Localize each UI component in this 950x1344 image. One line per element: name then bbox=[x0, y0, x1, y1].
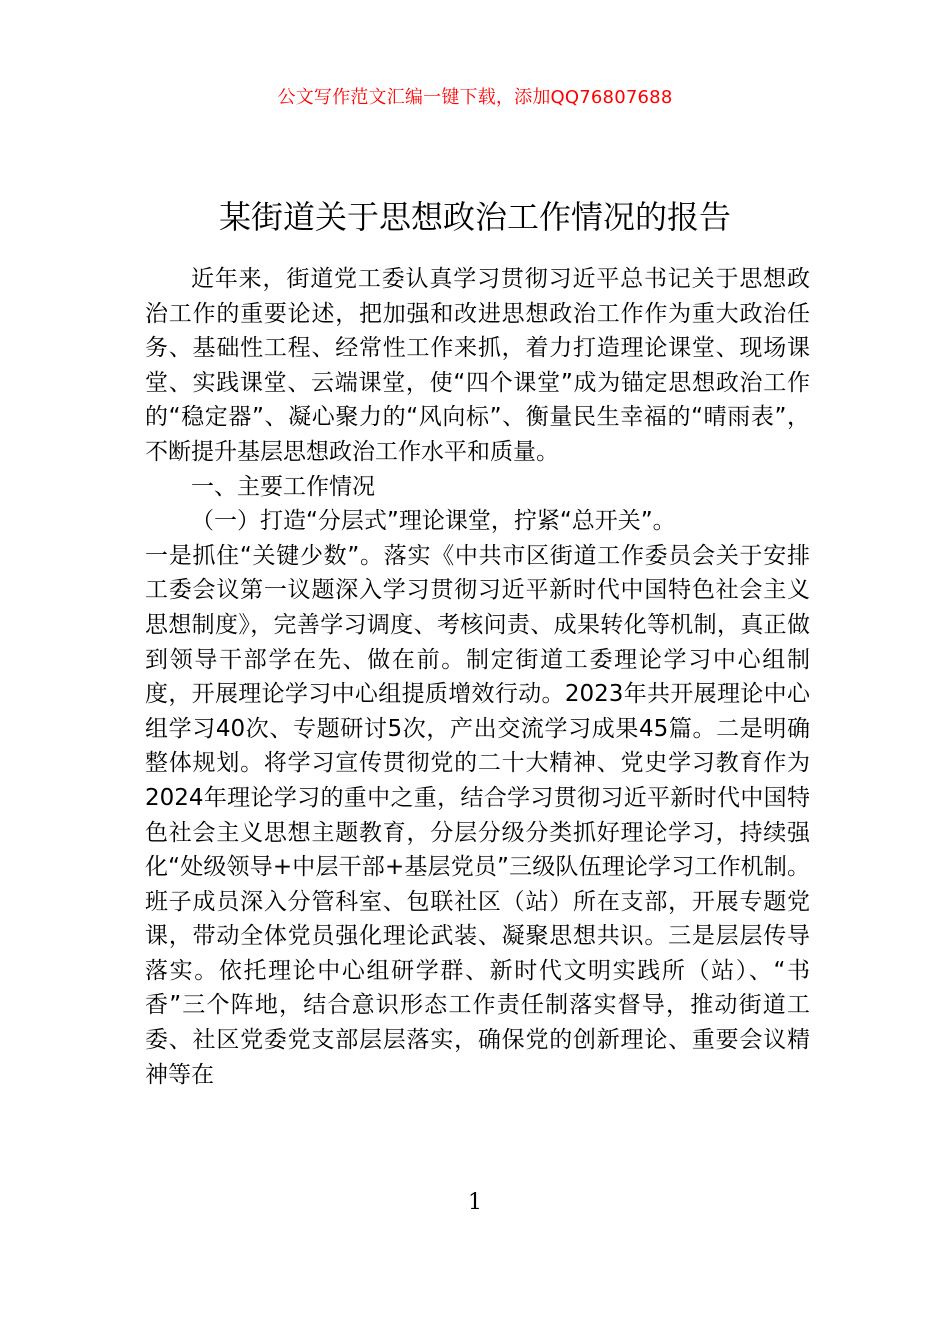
intro-paragraph: 近年来，街道党工委认真学习贯彻习近平总书记关于思想政治工作的重要论述，把加强和改进思想政治工作作为重大政治任务、基础性工程、经常性工作来抓，着力打造理论课堂、现场课堂、实践课堂、云端课堂，使“四个课堂”成为锚定思想政治工作的“稳定器”、凝心聚力的“风向标”、衡量民生幸福的“晴雨表”，不断提升基层思想政治工作水平和质量。 bbox=[145, 266, 810, 465]
section-heading: 一、主要工作情况 bbox=[191, 473, 375, 500]
body-paragraph: 一是抓住“关键少数”。落实《中共市区街道工作委员会关于安排工委会议第一议题深入学习贯彻习近平新时代中国特色社会主义思想制度》，完善学习调度、考核问责、成果转化等机制，真正做到领导干部学在先、做在前。制定街道工委理论学习中心组制度，开展理论学习中心组提质增效行动。2023年共开展理论中心组学习40次、专题研讨5次，产出交流学习成果45篇。二是明确整体规划。将学习宣传贯彻党的二十大精神、党史学习教育作为2024年理论学习的重中之重，结合学习贯彻习近平新时代中国特色社会主义思想主题教育，分层分级分类抓好理论学习，持续强化“处级领导+中层干部+基层党员”三级队伍理论学习工作机制。班子成员深入分管科室、包联社区（站）所在支部，开展专题党课，带动全体党员强化理论武装、凝聚思想共识。三是层层传导落实。依托理论中心组研学群、新时代文明实践所（站）、“书香”三个阵地，结合意识形态工作责任制落实督导，推动街道工委、社区党委党支部层层落实，确保党的创新理论、重要会议精神等在 bbox=[145, 542, 810, 1088]
download-notice: 公文写作范文汇编一键下载，添加QQ76807688 bbox=[277, 87, 673, 108]
page-title: 某街道关于思想政治工作情况的报告 bbox=[218, 198, 731, 237]
subsection-heading: （一）打造“分层式”理论课堂，拧紧“总开关”。 bbox=[191, 508, 676, 535]
document-body bbox=[145, 262, 810, 1092]
page-number: 1 bbox=[468, 1190, 482, 1215]
